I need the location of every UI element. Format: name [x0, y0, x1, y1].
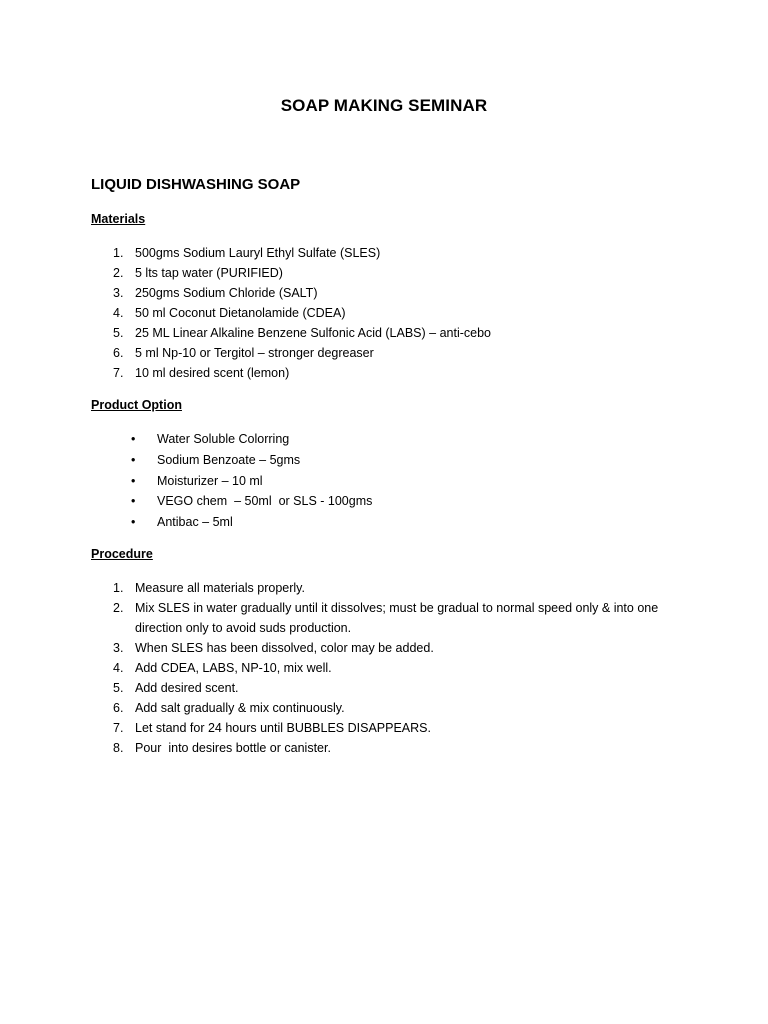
section-title: LIQUID DISHWASHING SOAP [91, 176, 301, 193]
materials-heading: Materials [91, 212, 146, 226]
list-item: 7. Let stand for 24 hours until BUBBLES DISAPPEARS. [113, 721, 431, 735]
bullet-icon: • [131, 473, 136, 488]
list-item: 1. 500gms Sodium Lauryl Ethyl Sulfate (SLES) [113, 246, 381, 260]
bullet-icon: • [131, 452, 136, 467]
list-item: 6. 5 ml Np-10 or Tergitol – stronger degreaser [113, 346, 374, 360]
list-item: • Sodium Benzoate – 5gms [91, 450, 372, 471]
list-item: 2. 5 lts tap water (PURIFIED) [113, 266, 283, 280]
bullet-icon: • [131, 432, 136, 446]
list-item: 4. 50 ml Coconut Dietanolamide (CDEA) [113, 306, 346, 320]
materials-list [91, 243, 675, 383]
list-item: 3. 250gms Sodium Chloride (SALT) [113, 286, 318, 300]
list-item: • Antibac – 5ml [91, 512, 372, 533]
list-item: • VEGO chem – 50ml or SLS - 100gms [91, 491, 372, 512]
list-item: 3. When SLES has been dissolved, color may be added. [113, 641, 434, 655]
list-item: 2. Mix SLES in water gradually until it dissolves; must be gradual to normal speed only & into one direction only to avoid suds production. [113, 601, 659, 635]
list-item: 8. Pour into desires bottle or canister. [113, 741, 331, 755]
procedure-heading: Procedure [91, 547, 153, 561]
list-item: • Water Soluble Colorring [91, 429, 372, 450]
document-title: SOAP MAKING SEMINAR [280, 96, 488, 115]
list-item: 7. 10 ml desired scent (lemon) [113, 366, 290, 380]
list-item: 4. Add CDEA, LABS, NP-10, mix well. [113, 661, 332, 675]
list-item: 5. Add desired scent. [113, 681, 239, 695]
product-option-list [91, 429, 372, 533]
bullet-icon: • [131, 515, 136, 530]
list-item: 1. Measure all materials properly. [113, 581, 305, 595]
list-item: 6. Add salt gradually & mix continuously. [113, 701, 345, 715]
list-item: 5. 25 ML Linear Alkaline Benzene Sulfonic Acid (LABS) – anti-cebo [113, 326, 491, 340]
list-item: • Moisturizer – 10 ml [91, 471, 372, 492]
bullet-icon: • [131, 494, 136, 509]
product-option-heading: Product Option [91, 398, 182, 412]
procedure-list [91, 578, 675, 758]
